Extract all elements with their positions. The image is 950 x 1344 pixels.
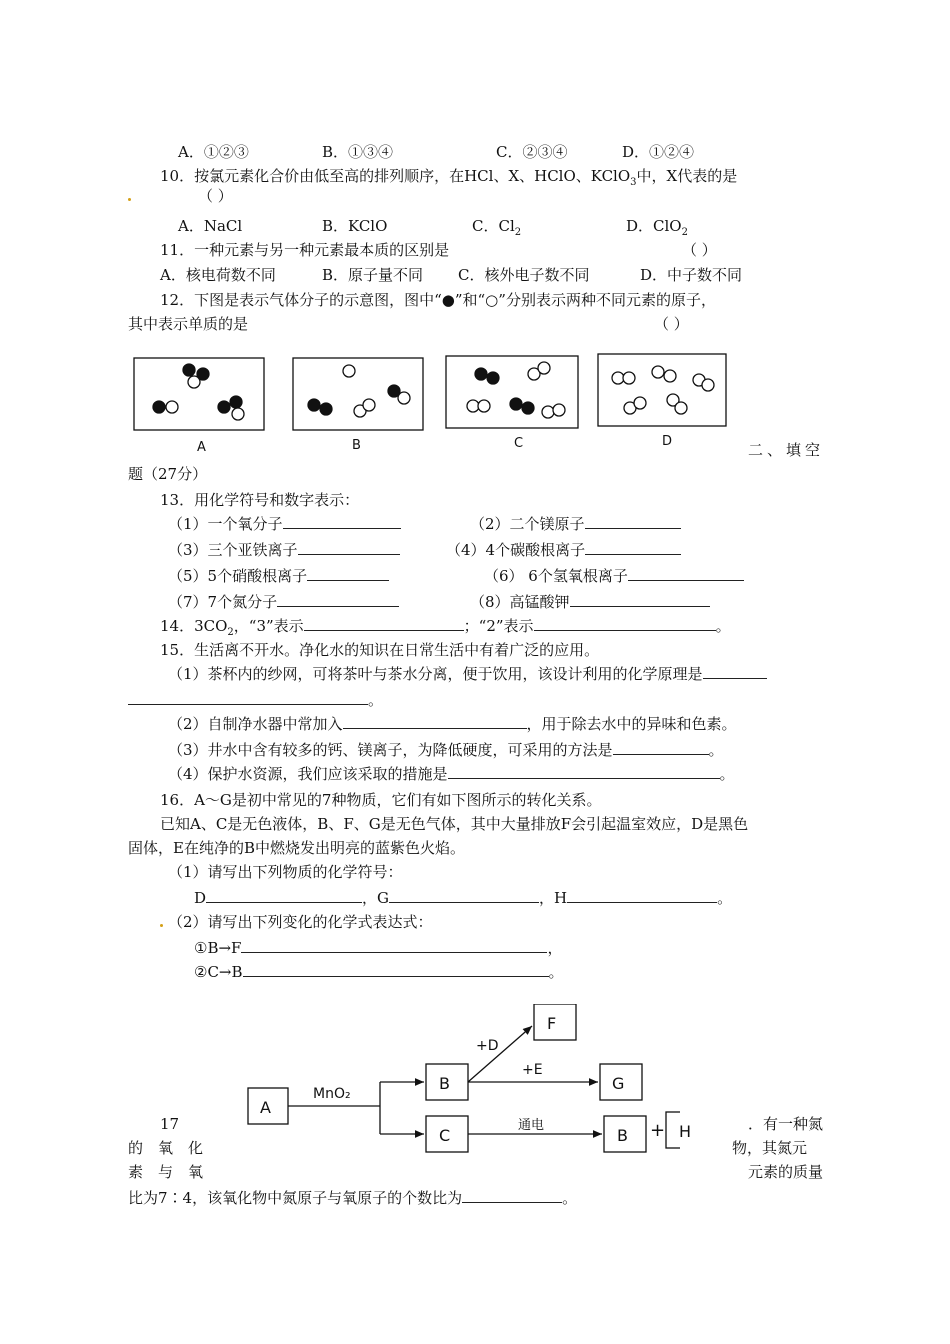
q12-label-a: A	[197, 440, 206, 455]
q10-stem: 10．按氯元素化合价由低至高的排列顺序，在HCl、X、HClO、KClO$_3$中，X代表的是	[160, 167, 738, 188]
q15-part-4: （4）保护水资源，我们应该采取的措施是 。	[168, 765, 735, 783]
q10-option-c: C．$Cl_2$	[472, 217, 522, 238]
q9-option-c: C．②③④	[496, 143, 568, 161]
q17-row3-right: 元素的质量	[748, 1163, 824, 1181]
q12-label-b: B	[352, 438, 361, 453]
q17-row2-left: 的 氧 化	[128, 1139, 204, 1157]
q16-line2: 已知A、C是无色液体，B、F、G是无色气体，其中大量排放F会引起温室效应，D是黑色	[160, 815, 749, 833]
q12-answer-paren: （ ）	[654, 315, 689, 333]
q11-answer-paren: （ ）	[682, 241, 717, 259]
q11-option-d: D．中子数不同	[640, 266, 743, 284]
q12-label-c: C	[514, 436, 524, 451]
q9-option-b: B．①③④	[322, 143, 394, 161]
q15-stem: 15．生活离不开水。净化水的知识在日常生活中有着广泛的应用。	[160, 641, 600, 659]
diagram-label-plus-e: +E	[522, 1062, 543, 1078]
diagram-node-c: C	[439, 1126, 451, 1145]
q17-row3-left: 素 与 氧	[128, 1163, 204, 1181]
diagram-node-f: F	[547, 1014, 557, 1033]
q12-stem-line1: 12．下图是表示气体分子的示意图，图中“●”和“○”分别表示两种不同元素的原子，	[160, 291, 716, 309]
q12-stem-line2: 其中表示单质的是	[128, 315, 249, 333]
diagram-node-b: B	[439, 1074, 450, 1093]
diagram-node-a: A	[260, 1098, 271, 1117]
q10-answer-paren: （ ）	[198, 187, 233, 205]
q16-part-2: （2）请写出下列变化的化学式表达式：	[168, 913, 433, 931]
section-2-title-part1: 二、填空	[748, 441, 825, 459]
q16-line3: 固体，E在纯净的B中燃烧发出明亮的蓝紫色火焰。	[128, 839, 465, 857]
diagram-label-plus-d: +D	[476, 1038, 499, 1054]
q13-item-8: （8）高锰酸钾	[470, 592, 710, 612]
diagram-label-electrolysis: 通电	[518, 1118, 545, 1133]
q13-item-2: （2）二个镁原子	[470, 514, 681, 534]
section-2-title-part2: 题（27分）	[128, 465, 208, 483]
q13-item-3: （3）三个亚铁离子	[168, 540, 400, 560]
q13-item-1: （1）一个氧分子	[168, 514, 401, 534]
diagram-node-h: H	[679, 1122, 692, 1141]
diagram-catalyst-mno2: MnO₂	[313, 1086, 351, 1102]
q13-item-6: （6） 6个氢氧根离子	[484, 566, 744, 586]
q16-part-1: （1）请写出下列物质的化学符号：	[168, 863, 403, 881]
q10-option-b: B．KClO	[322, 217, 388, 235]
diagram-node-g: G	[612, 1074, 625, 1093]
q11-option-b: B．原子量不同	[322, 266, 424, 284]
q13-item-4: （4）4个碳酸根离子	[446, 540, 681, 560]
q11-option-a: A．核电荷数不同	[160, 266, 276, 284]
diagram-plus: +	[650, 1120, 666, 1141]
q17-row1-left: 17	[160, 1115, 180, 1133]
q15-part-1-continued: 。	[128, 690, 383, 710]
q16-reaction-1: ①B→F ，	[194, 939, 563, 957]
q14: 14．$3CO_2$，“3”表示 ；“2”表示 。	[160, 617, 731, 638]
q13-item-7: （7）7个氮分子	[168, 592, 399, 612]
q16-reaction-2: ②C→B 。	[194, 963, 564, 981]
q10-option-a: A．NaCl	[178, 217, 243, 235]
box-c	[446, 356, 578, 428]
q17-row1-right: ．有一种氮	[748, 1115, 824, 1133]
q17-row2-right: 物，其氮元	[732, 1139, 808, 1157]
q13-stem: 13．用化学符号和数字表示：	[160, 491, 360, 509]
q10-option-d: D．ClO$_2$	[626, 217, 688, 238]
box-h-node	[666, 1112, 680, 1148]
q15-part-3: （3）井水中含有较多的钙、镁离子，为降低硬度，可采用的方法是 。	[168, 741, 724, 759]
q17-row4: 比为7∶4，该氧化物中氮原子与氧原子的个数比为 。	[128, 1189, 578, 1207]
diagram-node-b2: B	[617, 1126, 628, 1145]
q16-part-1-blanks: D ，G ，H 。	[194, 889, 733, 907]
q11-option-c: C．核外电子数不同	[458, 266, 590, 284]
q9-option-a: A．①②③	[178, 143, 249, 161]
q16-stem: 16．A～G是初中常见的7种物质，它们有如下图所示的转化关系。	[160, 791, 602, 809]
q13-item-5: （5）5个硝酸根离子	[168, 566, 389, 586]
q12-label-d: D	[662, 434, 673, 449]
q15-part-2: （2）自制净水器中常加入 ，用于除去水中的异味和色素。	[168, 715, 737, 733]
q9-option-d: D．①②④	[622, 143, 695, 161]
q11-stem: 11．一种元素与另一种元素最本质的区别是	[160, 241, 450, 259]
q15-part-1: （1）茶杯内的纱网，可将茶叶与茶水分离，便于饮用，该设计利用的化学原理是	[168, 664, 767, 684]
